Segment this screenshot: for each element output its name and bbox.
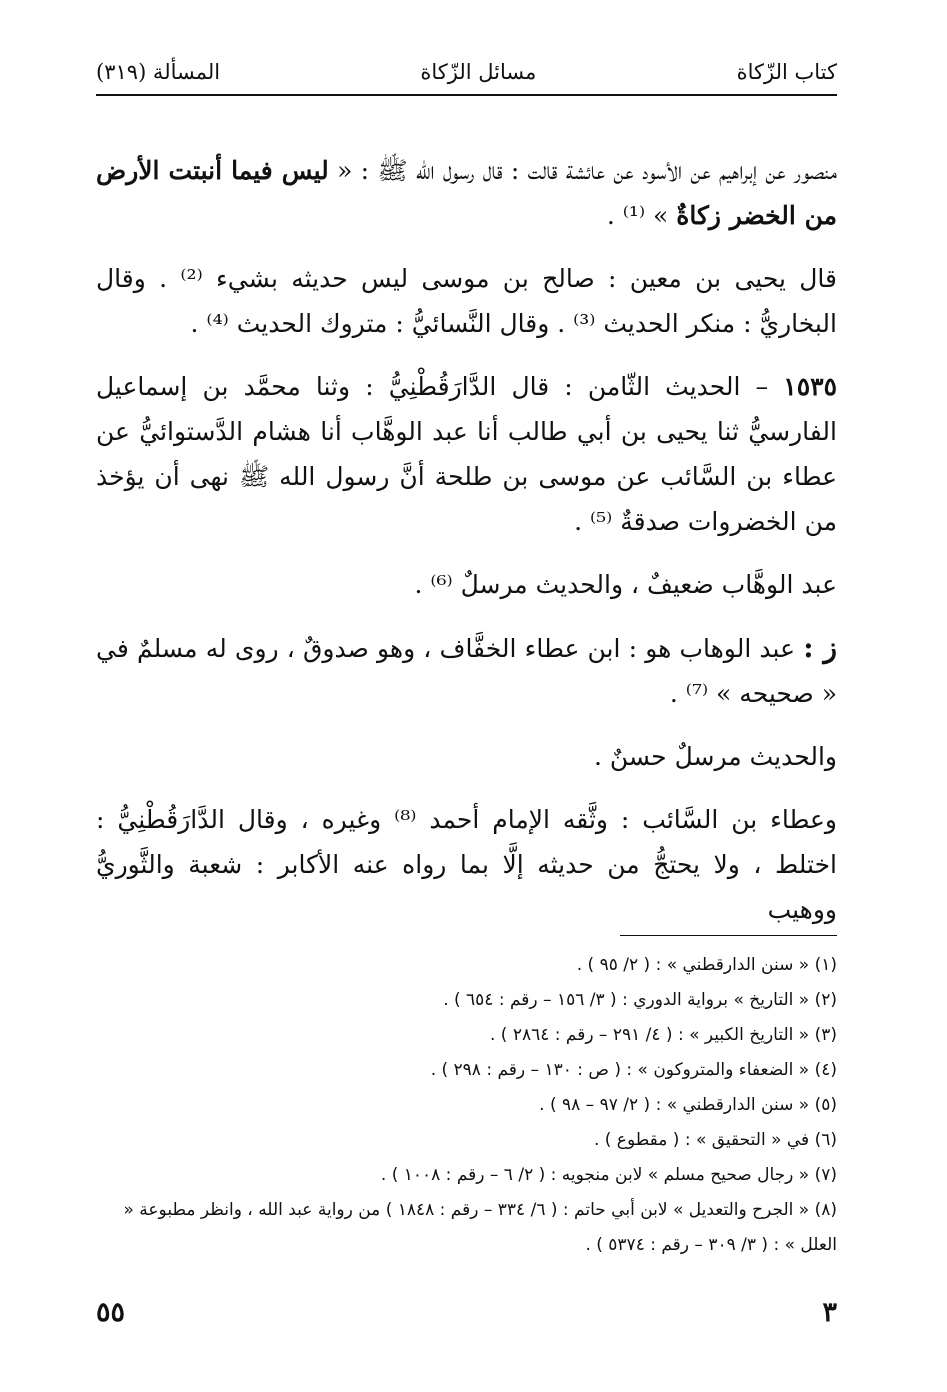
running-header: [96, 55, 837, 89]
header-section-title: مسائل الزّكاة: [420, 60, 537, 84]
footnote-2: (٢) « التاريخ » برواية الدوري : ( ٣/ ١٥٦ – رقم : ٦٥٤ ) .: [443, 990, 837, 1010]
main-text: [96, 148, 837, 950]
header-divider: [96, 94, 837, 96]
paragraph-7: وعطاء بن السَّائب : وثَّقه الإمام أحمد ⁽⁸⁾ وغيره ، وقال الدَّارَقُطْنِيُّ : اختلط ، ولا يحتجُّ من حديثه إلَّا بما رواه عنه الأكابر : شعبة والثَّوريُّ ووهيب: [96, 805, 837, 924]
paragraph-5-text: عبد الوهاب هو : ابن عطاء الخفَّاف ، وهو صدوقٌ ، روى له مسلمٌ في « صحيحه » ⁽⁷⁾ .: [96, 634, 837, 708]
paragraph-6: والحديث مرسلٌ حسنٌ .: [593, 742, 837, 771]
footnote-1: (١) « سنن الدارقطني » : ( ٢/ ٩٥ ) .: [576, 955, 837, 975]
volume-number: ٣: [822, 1296, 837, 1328]
paragraph-3-text: – الحديث الثّامن : قال الدَّارَقُطْنِيُّ : وثنا محمَّد بن إسماعيل الفارسيُّ ثنا يحيى بن أبي طالب أنا عبد الوهَّاب أنا هشام الدَّستوائيُّ عن عطاء بن السَّائب عن موسى بن طلحة أنَّ رسول الله ﷺ نهى أن يؤخذ من الخضروات صدقةٌ ⁽⁵⁾ .: [96, 372, 837, 536]
footnote-7: (٧) « رجال صحيح مسلم » لابن منجويه : ( ٢/ ٦ – رقم : ١٠٠٨ ) .: [380, 1165, 837, 1185]
paragraph-1-end: » ⁽¹⁾ .: [606, 201, 669, 230]
header-book-title: كتاب الزّكاة: [736, 60, 837, 84]
paragraph-1-text: منصور عن إبراهيم عن الأسود عن عائشة قالت : قال رسول الله ﷺ : «: [337, 156, 837, 185]
page-footer: [96, 1294, 837, 1330]
paragraph-3: [96, 364, 837, 544]
editor-mark: ز :: [803, 631, 838, 664]
hadith-quote: ليس فيما أنبتت الأرض من الخضر زكاةٌ: [96, 156, 837, 230]
page-number: ٥٥: [96, 1296, 126, 1328]
footnote-5: (٥) « سنن الدارقطني » : ( ٢/ ٩٧ – ٩٨ ) .: [539, 1095, 837, 1115]
footnote-3: (٣) « التاريخ الكبير » : ( ٤/ ٢٩١ – رقم : ٢٨٦٤ ) .: [489, 1025, 837, 1045]
paragraph-2: قال يحيى بن معين : صالح بن موسى ليس حديثه بشيء ⁽²⁾ . وقال البخاريُّ : منكر الحديث ⁽³⁾ . وقال النَّسائيُّ : متروك الحديث ⁽⁴⁾ .: [96, 264, 837, 338]
footnote-divider: [620, 935, 837, 936]
footnote-4: (٤) « الضعفاء والمتروكون » : ( ص : ١٣٠ – رقم : ٢٩٨ ) .: [430, 1060, 837, 1080]
footnote-6: (٦) في « التحقيق » : ( مقطوع ) .: [593, 1130, 837, 1150]
paragraph-5: [96, 625, 837, 716]
footnotes: [86, 948, 837, 1263]
paragraph-4: عبد الوهَّاب ضعيفٌ ، والحديث مرسلٌ ⁽⁶⁾ .: [414, 570, 837, 599]
footnote-8: (٨) « الجرح والتعديل » لابن أبي حاتم : ( ٦/ ٣٣٤ – رقم : ١٨٤٨ ) من رواية عبد الله ، وانظر مطبوعة « العلل » : ( ٣/ ٣٠٩ – رقم : ٥٣٧٤ ) .: [123, 1200, 837, 1255]
hadith-number: ١٥٣٥: [783, 372, 837, 401]
header-issue-number: المسألة (٣١٩): [96, 60, 221, 84]
paragraph-1: [96, 148, 837, 238]
